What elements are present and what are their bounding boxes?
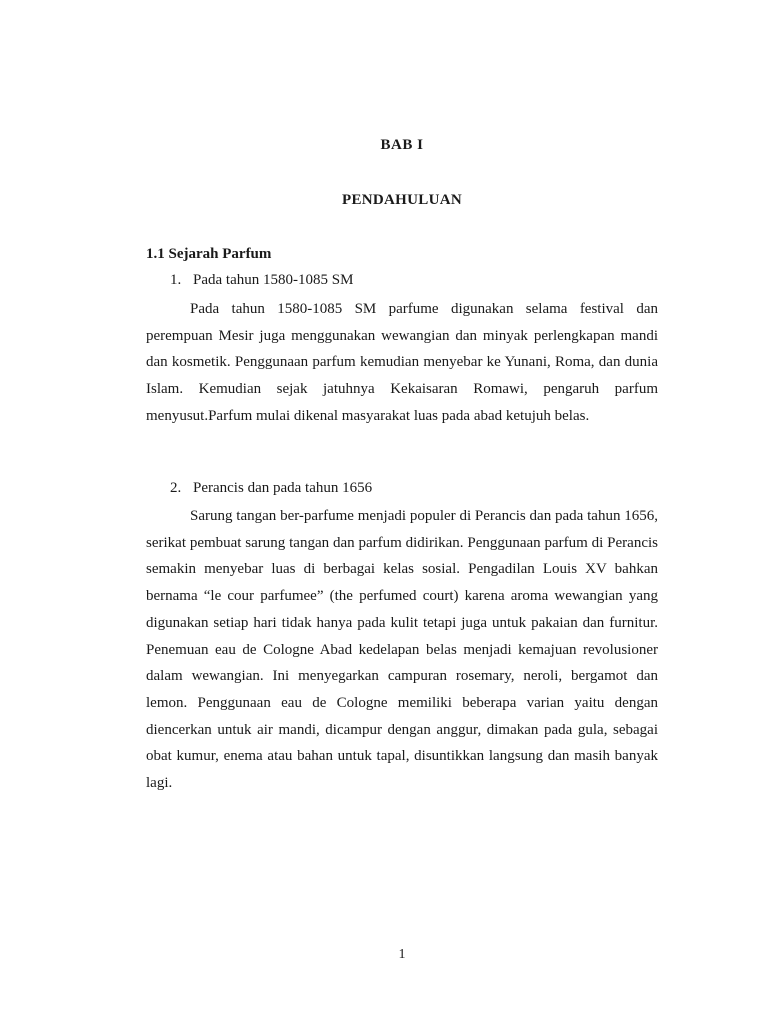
page-number: 1: [398, 947, 406, 962]
list-item-number: 1.: [170, 272, 182, 288]
chapter-label: BAB I: [380, 137, 424, 153]
list-item-title: Perancis dan pada tahun 1656: [193, 480, 373, 496]
section-heading: 1.1 Sejarah Parfum: [146, 246, 272, 262]
paragraph: Pada tahun 1580-1085 SM parfume digunakan selama festival dan perempuan Mesir juga menggunakan wewangian dan minyak perlengkapan mandi dan kosmetik. Penggunaan parfum kemudian menyebar ke Yunani, Roma, dan dunia Islam. Kemudian sejak jatuhnya Kekaisaran Romawi, pengaruh parfum menyusut.Parfum mulai dikenal masyarakat luas pada abad ketujuh belas.: [146, 301, 658, 424]
chapter-title: PENDAHULUAN: [342, 192, 462, 208]
list-item-heading: [170, 272, 353, 289]
list-item-heading: [170, 480, 372, 497]
paragraph: Sarung tangan ber-parfume menjadi populer di Perancis dan pada tahun 1656, serikat pembuat sarung tangan dan parfum didirikan. Penggunaan parfum di Perancis semakin menyebar luas di berbagai kelas sosial. Pengadilan Louis XV bahkan bernama “le cour parfumee” (the perfumed court) karena aroma wewangian yang digunakan setiap hari tidak hanya pada kulit tetapi juga untuk pakaian dan furnitur. Penemuan eau de Cologne Abad kedelapan belas menjadi kemajuan revolusioner dalam wewangian. Ini menyegarkan campuran rosemary, neroli, bergamot dan lemon. Penggunaan eau de Cologne memiliki beberapa varian yaitu dengan diencerkan untuk air mandi, dicampur dengan anggur, dimakan pada gula, sebagai obat kumur, enema atau bahan untuk tapal, disuntikkan langsung dan masih banyak lagi.: [146, 508, 658, 792]
list-item-number: 2.: [170, 480, 182, 496]
list-item-title: Pada tahun 1580-1085 SM: [193, 272, 354, 288]
